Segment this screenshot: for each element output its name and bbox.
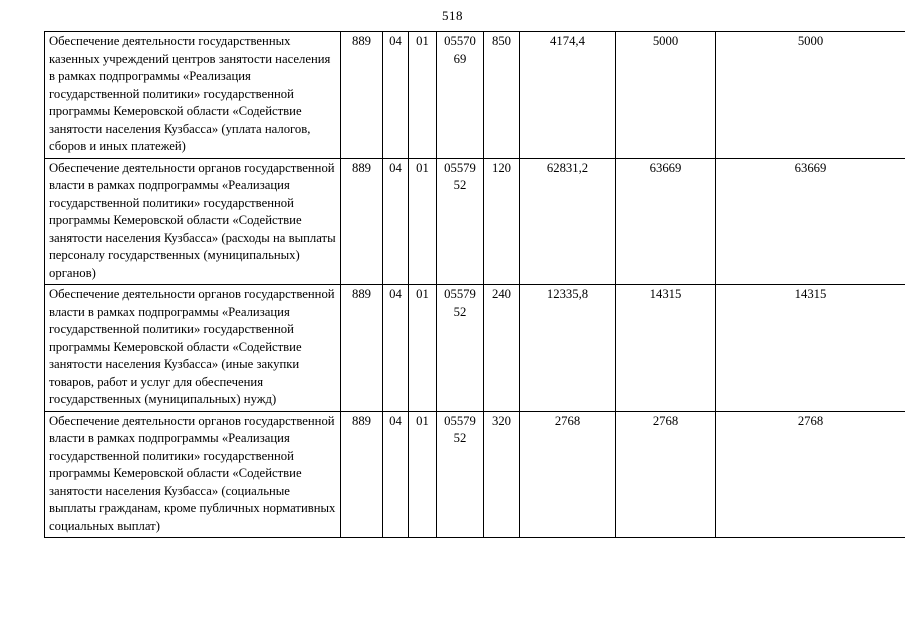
cell-section-code: 04 xyxy=(383,411,409,538)
cell-subsection-code: 01 xyxy=(409,32,437,159)
cell-amount-3: 5000 xyxy=(716,32,905,159)
cell-amount-2: 5000 xyxy=(616,32,716,159)
cell-amount-2: 63669 xyxy=(616,158,716,285)
cell-section-code: 04 xyxy=(383,158,409,285)
table-row xyxy=(45,411,905,538)
cell-target-item-code: 0557952 xyxy=(437,411,484,538)
cell-section-code: 04 xyxy=(383,285,409,412)
cell-expense-type-code: 120 xyxy=(484,158,520,285)
cell-subsection-code: 01 xyxy=(409,158,437,285)
cell-description: Обеспечение деятельности органов государственной власти в рамках подпрограммы «Реализация государственной политики» государственной программы Кемеровской области «Содействие занятости населения Кузбасса» (социальные выплаты гражданам, кроме публичных нормативных социальных выплат) xyxy=(45,411,341,538)
cell-amount-2: 2768 xyxy=(616,411,716,538)
table-row xyxy=(45,32,905,159)
cell-description: Обеспечение деятельности органов государственной власти в рамках подпрограммы «Реализация государственной политики» государственной программы Кемеровской области «Содействие занятости населения Кузбасса» (расходы на выплаты персоналу государственных (муниципальных) органов) xyxy=(45,158,341,285)
cell-subsection-code: 01 xyxy=(409,285,437,412)
cell-grbs-code: 889 xyxy=(341,411,383,538)
cell-amount-2: 14315 xyxy=(616,285,716,412)
cell-grbs-code: 889 xyxy=(341,32,383,159)
cell-amount-1: 62831,2 xyxy=(520,158,616,285)
cell-grbs-code: 889 xyxy=(341,285,383,412)
table-row xyxy=(45,158,905,285)
table-row xyxy=(45,285,905,412)
cell-expense-type-code: 850 xyxy=(484,32,520,159)
cell-target-item-code: 0557952 xyxy=(437,158,484,285)
cell-target-item-code: 0557952 xyxy=(437,285,484,412)
cell-target-item-code: 0557069 xyxy=(437,32,484,159)
cell-amount-3: 14315 xyxy=(716,285,905,412)
page-number: 518 xyxy=(442,8,463,23)
budget-expenses-table xyxy=(44,31,905,538)
cell-amount-1: 4174,4 xyxy=(520,32,616,159)
cell-expense-type-code: 240 xyxy=(484,285,520,412)
cell-amount-1: 2768 xyxy=(520,411,616,538)
cell-grbs-code: 889 xyxy=(341,158,383,285)
cell-amount-3: 63669 xyxy=(716,158,905,285)
cell-section-code: 04 xyxy=(383,32,409,159)
cell-amount-3: 2768 xyxy=(716,411,905,538)
cell-subsection-code: 01 xyxy=(409,411,437,538)
cell-amount-1: 12335,8 xyxy=(520,285,616,412)
cell-expense-type-code: 320 xyxy=(484,411,520,538)
cell-description: Обеспечение деятельности органов государственной власти в рамках подпрограммы «Реализация государственной политики» государственной программы Кемеровской области «Содействие занятости населения Кузбасса» (иные закупки товаров, работ и услуг для обеспечения государственных (муниципальных) нужд) xyxy=(45,285,341,412)
cell-description: Обеспечение деятельности государственных казенных учреждений центров занятости населения в рамках подпрограммы «Реализация государственной политики» государственной программы Кемеровской области «Содействие занятости населения Кузбасса» (уплата налогов, сборов и иных платежей) xyxy=(45,32,341,159)
